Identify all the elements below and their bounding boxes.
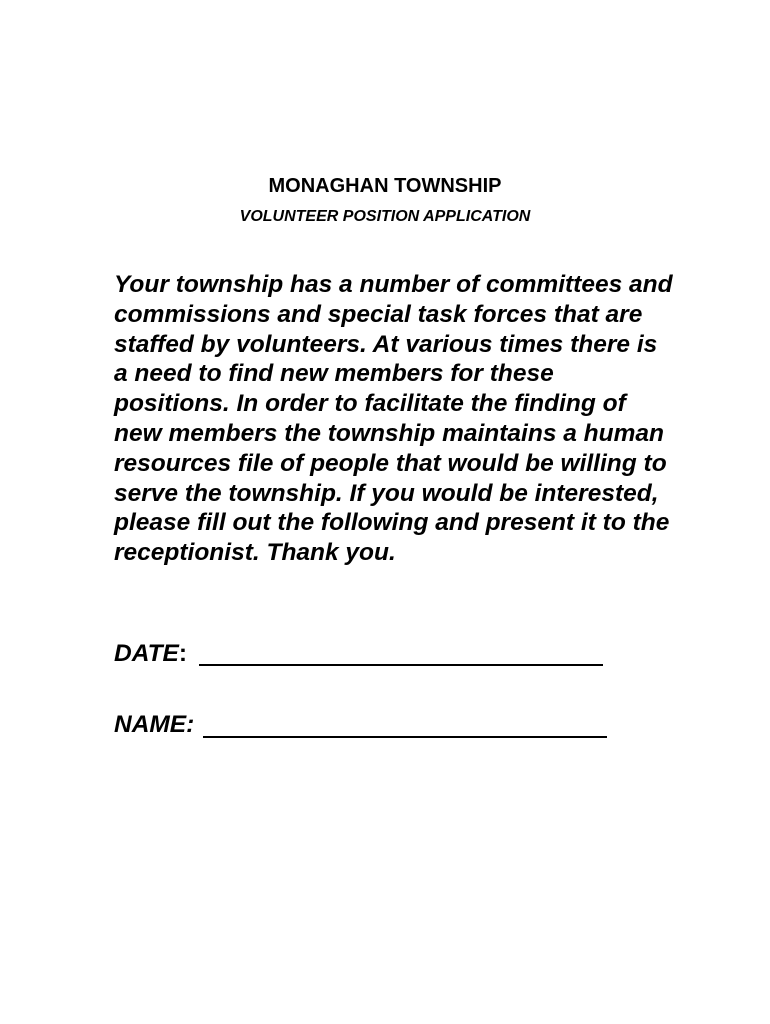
name-field-label: NAME: [114,711,195,738]
date-label-colon: : [178,640,188,667]
intro-paragraph: Your township has a number of committees and commissions and special task forces that are staffed by volunteers. At various times there is a need to find new members for these positions. In order to facilitate the finding of new members the township maintains a human resources file of people that would be willing to serve the township. If you would be interested, please fill out the following and present it to the receptionist. Thank you. [114,271,673,567]
form-title: VOLUNTEER POSITION APPLICATION [239,208,531,225]
date-field-label [114,640,187,668]
date-blank-line[interactable] [199,664,603,666]
name-blank-line[interactable] [203,736,607,738]
organization-title: MONAGHAN TOWNSHIP [268,175,502,197]
date-label-text: DATE [114,640,179,667]
